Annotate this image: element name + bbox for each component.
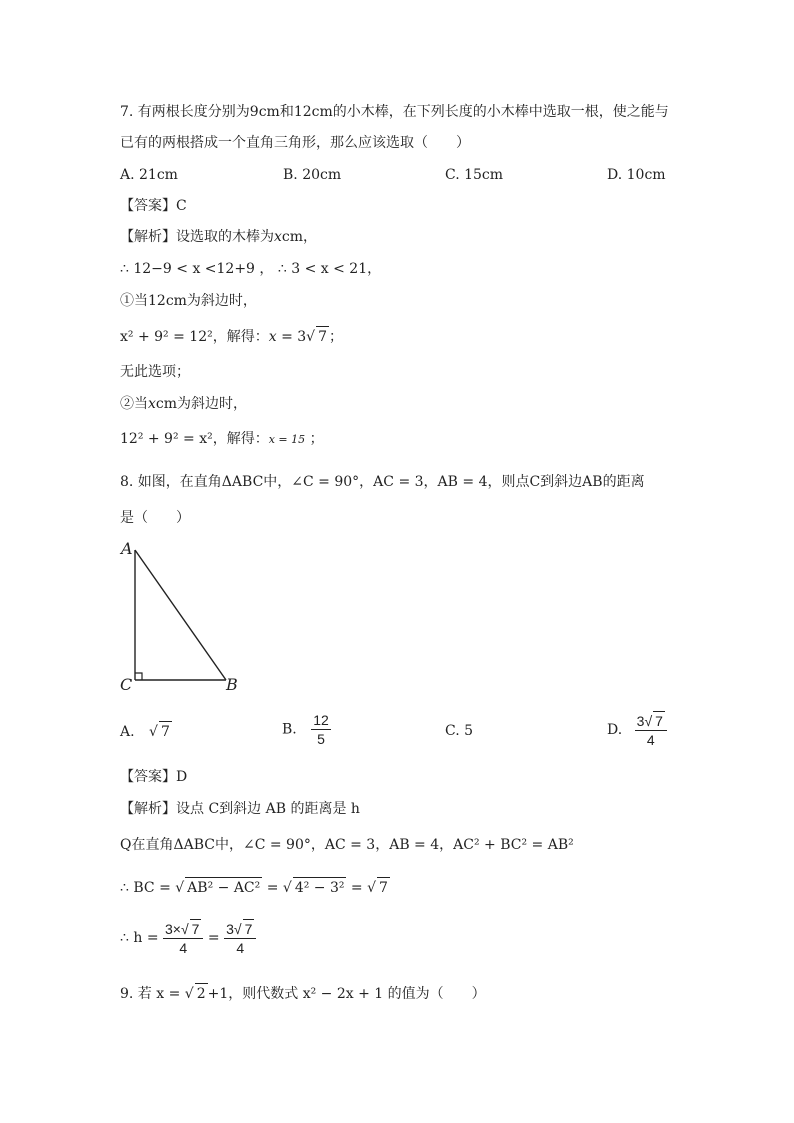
q7-eq1-pre: x² + 9² = 12²，解得： <box>120 329 269 345</box>
q8-triangle-figure <box>112 536 252 696</box>
numerator-radicand: 7 <box>655 713 663 729</box>
radical-sign: √ <box>367 880 377 896</box>
radical-sign: √ <box>306 329 316 345</box>
q8-h-mid: = <box>203 930 225 946</box>
q7-eq1-end: ； <box>329 329 344 345</box>
q7-no-option: 无此选项； <box>120 364 190 380</box>
q7-case1: ①当12cm为斜边时， <box>120 293 257 309</box>
numerator-coefficient: 3 <box>226 921 234 937</box>
radical-sign: √ <box>233 921 242 937</box>
radical-sign: √ <box>282 880 292 896</box>
radical-sign: √ <box>175 880 185 896</box>
q7-analysis-var: x <box>274 229 282 245</box>
q8-h-fraction2 <box>224 919 256 957</box>
q8-option-d <box>607 711 667 749</box>
q8-h-fraction1 <box>163 919 203 957</box>
q7-stem-line2: 已有的两根搭成一个直角三角形，那么应该选取（ ） <box>120 135 470 151</box>
right-angle-mark <box>135 673 142 680</box>
q7-option-d: D. 10cm <box>607 167 666 183</box>
fraction-denominator: 5 <box>317 731 325 747</box>
q7-analysis-label: 【解析】 <box>120 229 176 245</box>
vertex-label-a: A <box>121 539 133 558</box>
q8-analysis-label: 【解析】 <box>120 801 176 817</box>
q8-option-d-label: D. <box>607 722 623 738</box>
q7-analysis-line <box>120 227 317 247</box>
q7-analysis-unit: cm， <box>281 229 318 245</box>
q7-case2-post: cm为斜边时， <box>155 396 248 412</box>
q8-bc-eq: = <box>346 880 368 896</box>
fraction-numerator: 12 <box>313 712 329 728</box>
q8-analysis-line <box>120 799 360 819</box>
q7-case2-pre: ②当 <box>120 396 148 412</box>
q8-h-computation <box>120 918 256 958</box>
q7-equation1 <box>120 326 343 347</box>
side-ab <box>135 550 226 680</box>
q8-option-d-fraction <box>635 711 667 749</box>
q9-pre: 9. 若 x = <box>120 986 185 1002</box>
q7-analysis-text: 设选取的木棒为 <box>176 229 274 245</box>
q8-option-c: C. 5 <box>445 723 474 739</box>
q8-bc-computation <box>120 877 390 898</box>
q8-stem-line2: 是（ ） <box>120 510 190 526</box>
q8-option-b-fraction <box>311 711 331 748</box>
q7-answer: 【答案】C <box>120 198 187 214</box>
vertex-label-b: B <box>226 675 238 694</box>
q8-bc-radicand2: 4² − 3² <box>293 877 347 898</box>
q7-case2 <box>120 394 247 414</box>
q7-case2-var: x <box>148 396 156 412</box>
q8-bc-mid: = <box>262 880 283 896</box>
q7-option-b: B. 20cm <box>283 167 342 183</box>
q8-option-a <box>120 721 172 742</box>
fraction-numerator <box>163 919 203 939</box>
q7-equation2 <box>120 429 324 450</box>
q8-stem-line1: 8. 如图，在直角ΔABC中，∠C = 90°，AC = 3，AB = 4，则点C到斜边AB的距离 <box>120 474 645 490</box>
q8-answer: 【答案】D <box>120 769 188 785</box>
fraction-denominator: 4 <box>236 940 245 956</box>
q8-option-a-label: A. <box>120 724 135 740</box>
q8-bc-radicand3: 7 <box>377 877 390 898</box>
q7-step-inequality: ∴ 12−9 < x <12+9 ， ∴ 3 < x < 21， <box>120 261 382 277</box>
vertex-label-c: C <box>120 675 133 694</box>
q7-option-a: A. 21cm <box>120 167 178 183</box>
fraction-numerator <box>635 711 667 731</box>
q8-option-b <box>282 711 331 748</box>
q7-eq1-radicand: 7 <box>316 326 329 347</box>
q7-eq2-end: ； <box>305 431 324 447</box>
q8-analysis-text: 设点 C到斜边 AB 的距离是 h <box>176 801 360 817</box>
q7-option-c: C. 15cm <box>445 167 504 183</box>
numerator-coefficient: 3 <box>636 713 645 729</box>
q8-option-a-radicand: 7 <box>159 721 172 742</box>
radical-sign: √ <box>149 724 158 740</box>
q8-option-b-label: B. <box>282 721 297 738</box>
q7-eq1-eq: = 3 <box>276 329 307 345</box>
radical-sign: √ <box>644 713 653 729</box>
q8-bc-radicand1: AB² − AC² <box>185 877 262 898</box>
fraction-numerator <box>224 919 256 939</box>
numerator-radicand: 7 <box>191 921 200 937</box>
q7-eq1-var: x <box>268 329 277 345</box>
q9-mid: +1，则代数式 x² − 2x + 1 的值为（ ） <box>207 986 486 1002</box>
q9-stem <box>120 983 486 1004</box>
fraction-denominator: 4 <box>646 732 655 748</box>
q7-stem-line1: 7. 有两根长度分别为9cm和12cm的小木棒，在下列长度的小木棒中选取一根，使之能与 <box>120 104 669 120</box>
radical-sign: √ <box>184 986 194 1002</box>
numerator-coefficient: 3× <box>165 921 181 937</box>
fraction-denominator: 4 <box>179 940 188 956</box>
q7-eq2-pre: 12² + 9² = x²，解得： <box>120 431 269 447</box>
radical-sign: √ <box>180 921 189 937</box>
q8-given: Q在直角ΔABC中，∠C = 90°，AC = 3，AB = 4，AC² + BC² = AB² <box>120 837 574 853</box>
q7-eq2-result: x = 15 <box>268 433 306 446</box>
q8-h-pre: ∴ h = <box>120 930 164 946</box>
numerator-radicand: 7 <box>244 921 253 937</box>
q9-radicand: 2 <box>195 983 208 1004</box>
q8-bc-pre: ∴ BC = <box>120 880 176 896</box>
